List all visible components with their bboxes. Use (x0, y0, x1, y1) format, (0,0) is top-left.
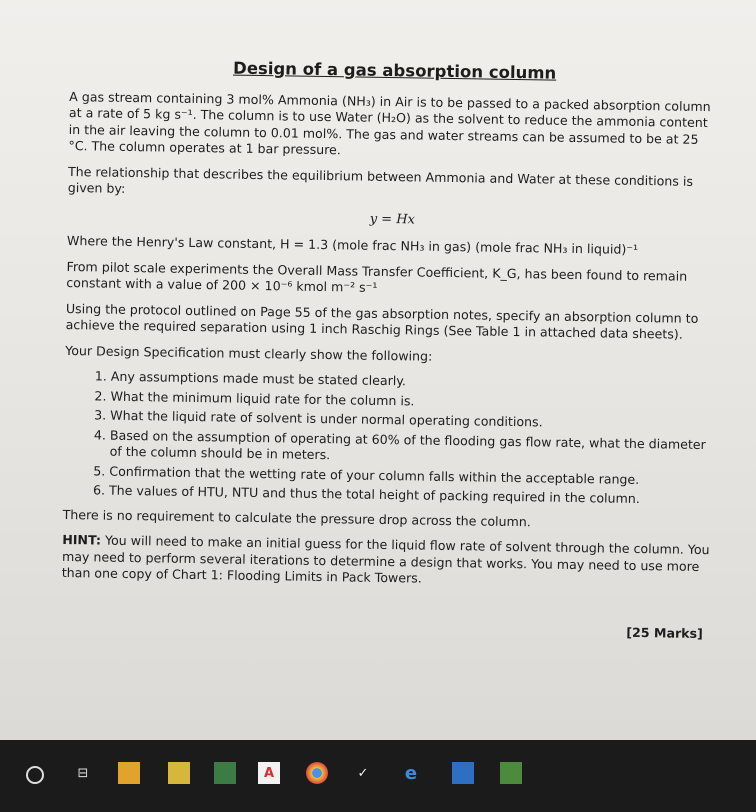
list-item: 6. The values of HTU, NTU and thus the total height of packing required in the column. (109, 483, 713, 509)
check-icon[interactable]: ✓ (357, 765, 369, 781)
hint-paragraph (62, 532, 713, 592)
edge-icon[interactable]: e (404, 762, 418, 784)
henry-paragraph: Where the Henry's Law constant, H = 1.3 (mole frac NH₃ in gas) (mole frac NH₃ in liquid)⁻¹ (66, 232, 639, 257)
hint-label: HINT: (62, 531, 102, 548)
hint-text: You will need to make an initial guess for the liquid flow rate of solvent through the column. You may need to perform several iterations to determine a design that works. You may need to use more than one copy of Chart 1: Flooding Limits in Pack Towers. (61, 532, 710, 586)
taskbar (0, 740, 756, 812)
page-title: Design of a gas absorption column (232, 58, 557, 83)
pressure-note: There is no requirement to calculate the pressure drop across the column. (62, 506, 531, 529)
list-item: 2. What the minimum liquid rate for the column is. (110, 388, 714, 414)
app-icon[interactable] (500, 762, 522, 784)
spec-heading: Your Design Specification must clearly show the following: (65, 342, 433, 364)
file-explorer-icon[interactable] (168, 762, 190, 784)
list-item: 1. Any assumptions made must be stated clearly. (111, 369, 715, 395)
task-view-icon[interactable]: ⊟ (77, 765, 89, 781)
app-icon[interactable] (452, 762, 474, 784)
intro-paragraph: A gas stream containing 3 mol% Ammonia (NH₃) in Air is to be passed to a packed absorption column at a rate of 5 kg s⁻¹. The column is to use Water (H₂O) as the solvent to reduce the ammonia content in the air leaving the column to 0.01 mol%. The gas and water streams can be assumed to be at 25 °C. The column operates at 1 bar pressure. (68, 88, 711, 158)
protocol-paragraph: Using the protocol outlined on Page 55 of the gas absorption notes, specify an absorption column to achieve the required separation using 1 inch Raschig Rings (See Table 1 in attached data sheets). (65, 300, 699, 342)
spec-list (63, 368, 715, 509)
list-item: 3. What the liquid rate of solvent is under normal operating conditions. (110, 408, 714, 434)
acrobat-icon[interactable]: A (258, 762, 280, 784)
marks-label: [25 Marks] (626, 624, 704, 641)
document-content (61, 48, 720, 642)
relation-paragraph: The relationship that describes the equilibrium between Ammonia and Water at these conditions is given by: (67, 163, 694, 196)
pilot-paragraph: From pilot scale experiments the Overall Mass Transfer Coefficient, K_G, has been found to remain constant with a value of 200 × 10⁻⁶ kmol m⁻² s⁻¹ (66, 258, 688, 295)
list-item: 4. Based on the assumption of operating at 60% of the flooding gas flow rate, what the diameter of the column should be in meters. (110, 427, 714, 469)
equation: y = Hx (369, 211, 416, 227)
spreadsheet-icon[interactable] (214, 762, 236, 784)
search-circle-icon[interactable] (26, 766, 44, 784)
list-item: 5. Confirmation that the wetting rate of your column falls within the acceptable range. (109, 463, 713, 489)
store-icon[interactable] (118, 762, 140, 784)
chrome-icon[interactable] (306, 762, 328, 784)
